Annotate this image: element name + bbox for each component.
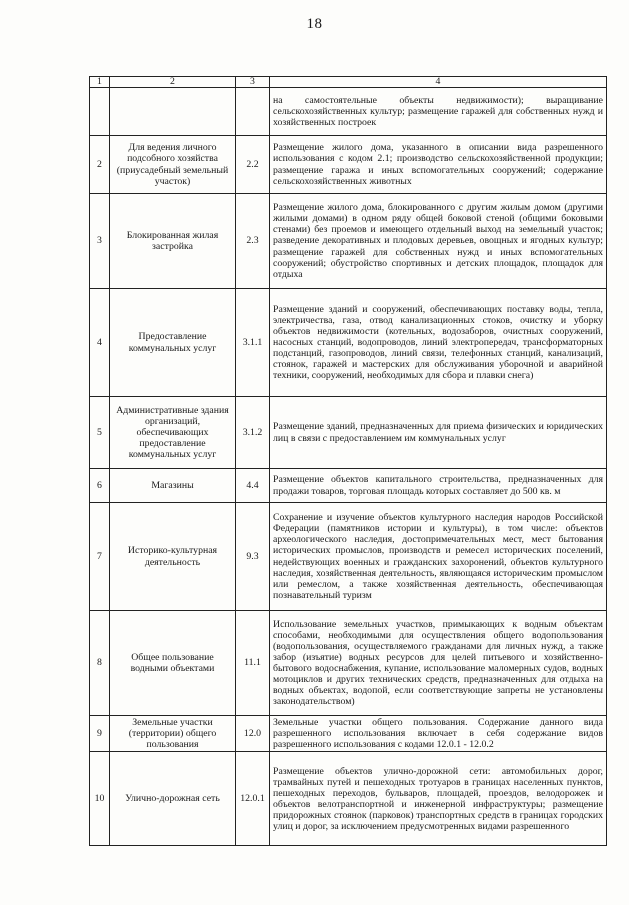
row-name: Историко-культурная деятельность: [110, 503, 236, 611]
row-name: Административные здания организаций, обеспечивающих предоставление коммунальных услуг: [110, 397, 236, 469]
table-row: [90, 194, 607, 289]
column-header-name: 2: [110, 77, 236, 88]
row-name: Блокированная жилая застройка: [110, 194, 236, 289]
row-number: 8: [90, 611, 110, 716]
row-code: 9.3: [236, 503, 270, 611]
row-description: Размещение жилого дома, блокированного с другим жилым домом (другими жилыми домами) в одном ряду общей боковой стеной (общими боковыми стенами) без проемов и имеющего отдельный выход на земельный участок; разведение декоративных и плодовых деревьев, овощных и ягодных культур; размещение гаражей для собственных нужд и иных вспомогательных сооружений; обустройство спортивных и детских площадок, площадок для отдыха: [270, 194, 607, 289]
row-description: Размещение зданий и сооружений, обеспечивающих поставку воды, тепла, электричества, газа, отвод канализационных стоков, очистку и уборку объектов недвижимости (котельных, водозаборов, очистных сооружений, насосных станций, водопроводов, линий электропередач, трансформаторных подстанций, газопроводов, линий связи, телефонных станций, канализаций, стоянок, гаражей и мастерских для обслуживания уборочной и аварийной техники, сооружений, необходимых для сбора и плавки снега): [270, 289, 607, 397]
row-code: 3.1.2: [236, 397, 270, 469]
row-number: 7: [90, 503, 110, 611]
row-number: 6: [90, 469, 110, 503]
row-code: [236, 88, 270, 136]
row-number: 9: [90, 716, 110, 752]
row-name: Земельные участки (территории) общего пользования: [110, 716, 236, 752]
row-code: 4.4: [236, 469, 270, 503]
row-description: Размещение объектов улично-дорожной сети: автомобильных дорог, трамвайных путей и пешеходных тротуаров в границах населенных пунктов, пешеходных переходов, бульваров, площадей, проездов, велодорожек и объектов велотранспортной и инженерной инфраструктуры; размещение придорожных стоянок (парковок) транспортных средств в границах городских улиц и дорог, за исключением предусмотренных видами разрешенного: [270, 752, 607, 846]
row-name: Для ведения личного подсобного хозяйства (приусадебный земельный участок): [110, 136, 236, 194]
table-row: [90, 503, 607, 611]
row-number: [90, 88, 110, 136]
row-name: Общее пользование водными объектами: [110, 611, 236, 716]
table-row: [90, 397, 607, 469]
table-row: [90, 88, 607, 136]
table-row: [90, 611, 607, 716]
row-description: Земельные участки общего пользования. Содержание данного вида разрешенного использования включает в себя содержание видов разрешенного использования с кодами 12.0.1 - 12.0.2: [270, 716, 607, 752]
table-row: [90, 716, 607, 752]
column-header-description: 4: [270, 77, 607, 88]
row-description: Сохранение и изучение объектов культурного наследия народов Российской Федерации (памятников истории и культуры), в том числе: объектов археологического наследия, достопримечательных мест, мест бытования исторических промыслов, производств и ремесел исторических поселений, недействующих военных и гражданских захоронений, объектов культурного наследия, хозяйственная деятельность, являющаяся историческим промыслом или ремеслом, а также хозяйственная деятельность, обеспечивающая познавательный туризм: [270, 503, 607, 611]
table-row: [90, 289, 607, 397]
row-description: Использование земельных участков, примыкающих к водным объектам способами, необходимыми для осуществления общего водопользования (водопользования, осуществляемого гражданами для личных нужд, а также забор (изъятие) водных ресурсов для целей питьевого и хозяйственно-бытового водоснабжения, купание, использование маломерных судов, водных мотоциклов и других технических средств, предназначенных для отдыха на водных объектах, водопой, если соответствующие запреты не установлены законодательством): [270, 611, 607, 716]
column-header-code: 3: [236, 77, 270, 88]
row-description: Размещение зданий, предназначенных для приема физических и юридических лиц в связи с предоставлением им коммунальных услуг: [270, 397, 607, 469]
column-header-number: 1: [90, 77, 110, 88]
table-row: [90, 752, 607, 846]
row-code: 2.3: [236, 194, 270, 289]
row-name: Предоставление коммунальных услуг: [110, 289, 236, 397]
row-name: Улично-дорожная сеть: [110, 752, 236, 846]
row-code: 11.1: [236, 611, 270, 716]
row-description: Размещение жилого дома, указанного в описании вида разрешенного использования с кодом 2.1; производство сельскохозяйственной продукции; размещение гаража и иных вспомогательных сооружений; содержание сельскохозяйственных животных: [270, 136, 607, 194]
row-number: 5: [90, 397, 110, 469]
row-name: [110, 88, 236, 136]
row-code: 2.2: [236, 136, 270, 194]
row-number: 4: [90, 289, 110, 397]
row-number: 3: [90, 194, 110, 289]
row-description: Размещение объектов капитального строительства, предназначенных для продажи товаров, торговая площадь которых составляет до 500 кв. м: [270, 469, 607, 503]
row-description: на самостоятельные объекты недвижимости); выращивание сельскохозяйственных культур; размещение гаражей для собственных нужд и хозяйственных построек: [270, 88, 607, 136]
page-number: 18: [306, 16, 323, 32]
row-code: 3.1.1: [236, 289, 270, 397]
row-name: Магазины: [110, 469, 236, 503]
table-header-row: [90, 77, 607, 88]
land-use-table: [89, 76, 607, 846]
row-code: 12.0.1: [236, 752, 270, 846]
row-number: 2: [90, 136, 110, 194]
table-row: [90, 469, 607, 503]
table-row: [90, 136, 607, 194]
row-code: 12.0: [236, 716, 270, 752]
row-number: 10: [90, 752, 110, 846]
